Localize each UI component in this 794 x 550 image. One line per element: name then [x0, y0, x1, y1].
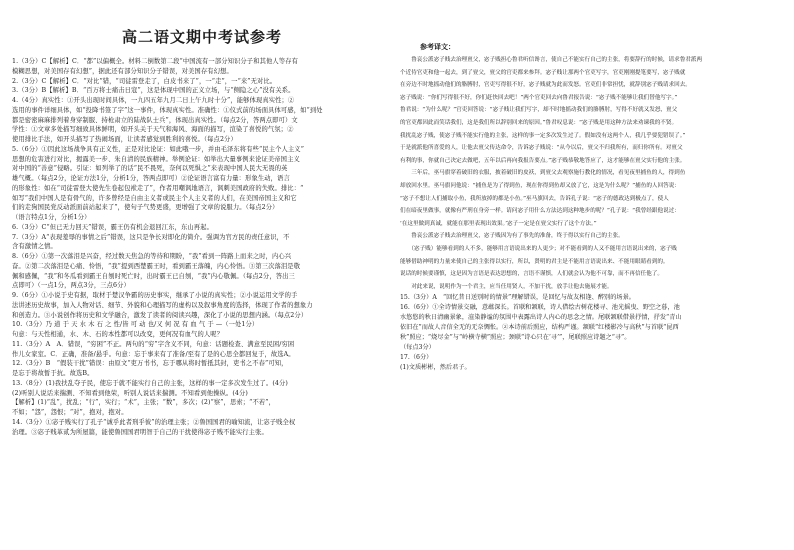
answer-line: 4.（4分）真实性：①开头出现时间具体，一九四五年九月二日上午九时十分”，能够体现真实性；② [12, 97, 295, 104]
answer-line: 17.（6分） [400, 354, 433, 362]
answer-line: 3.（3分）B【解析】B．“百万将士痛击日寇”，这是体现中国的正义立场，与“侧隐之心”没有关系。 [12, 87, 295, 95]
answer-line: 治理。③宓子贱革贰为所屋篇，能使鲁国国君明智于自己的干扰使得宓子贱不能实行主张。 [12, 428, 268, 436]
translation-line: 对此来说，说明作为一个君主，应当任用贤人，不加干扰，放手让他去施展才能。 [400, 283, 613, 290]
answer-line: 法讲述历史故事，加入人物对话、细节、外貌和心理描写的虚构以及叙事角度的选择，体现了作者的想象力 [12, 301, 313, 309]
answer-line: 1.（3分）C【解析】C．“都”以偏概全。材料二倒数第二段“中国流有一部分知识分子和其他人等存有 [12, 58, 298, 65]
translation-line: 在旁边不时地摇动他们的胳膊肘，官吏写得很不好，宓子贱就为此而发怒。官吏们非常担忧，就辞别宓子贱请求回去。 [400, 82, 691, 89]
translation-line: ‘在这里做到真诚，就能在那里表现出效果。’宓子一定是在亶父实行了这个方法。” [400, 220, 597, 227]
translation-line: 鲁哀公派宓子贱去治理亶父，宓子贱因为有了事先的准备，终于得以实行自己的主张。 [400, 233, 624, 240]
answer-line: 对中国的“善意”侵略。引证：如列举了的话“民不畏死，奈何以死惧之”来表现中国人民大无畏的英 [12, 165, 288, 173]
answer-line: 水悠悠的秋日清幽景象，渲染静谧的氛围中表露出诗人内心的思念之情。尾联颔联借景抒情，抒发“青山 [400, 314, 682, 322]
answer-line: 不如；“怨”，怨恨；“对”，抱对，抱对。 [12, 409, 128, 416]
translation-line: 却放回水里。巫马旗问他说：“捕鱼是为了得到鱼，现在你得到鱼却又放了它，这是为什么呢？”捕鱼的人回答说： [400, 182, 680, 189]
answer-line: 句意：与天性相通，水、木、石的本性都可以改变，更何况有血气的人呢？ [12, 331, 224, 338]
answer-line: 12.（3分）B “假装干扰”错误：由原文“吏万书书，忘于哪从将时暂抵其封，吏书之不春”可知， [12, 360, 288, 368]
translation-line: 的官吏都因此而笑话我们，这是我们所以辞别回来的原因。”鲁君叹息说：“宓子贱是用这种方法来劝谏我的不贤。 [400, 119, 678, 126]
answer-line: 依旧在”而故人音信全无的无奈惆怅。②本诗前后照应，结构严谨。颔联“红楼影冷与高秋”与首联“昆西 [400, 324, 679, 332]
answer-line: (2)听别人说话来揣测、不知看到他荣，听别人说话来揣测。不知看到他操纵。(4分) [12, 389, 248, 397]
answer-line: 含有激情之情。 [12, 243, 57, 251]
translation-line: 个近侍官吏和他一起去，到了亶父，亶父的官吏都来参拜。宓子贱让那两个官吏写字，官吏刚刚提笔要写，宓子贱就 [400, 69, 686, 76]
answer-line: 13.（8分）(1)我扶乱夺子民，使忘于就不能实行自己的主张，这样的事一定多次发生过了。(4分) [12, 379, 288, 387]
answer-line: 6.（3分）C“但已无力回天”错误，霸王仍有机会退回江东，东山再起。 [12, 223, 213, 231]
answer-line: 7.（3分）A“表现羞辱的事情之后”错误，这只是争长对即化的简介。强调为官方民的责任意识，不 [12, 233, 290, 241]
answer-line: 2.（3分）C【解析】C．“对比”错，“司徒雷登走了，白皮书来了”，一“走”，一“来”无对比。 [12, 77, 277, 85]
answer-line: 11.（3分）A A．错误，“穷困”不正。两句的“穷”字含义不同，句意：话题检查、满意至民困/穷困 [12, 340, 295, 348]
answer-line: 都是密密麻麻排列着身穿制服、持枪肃立的陆战队士兵”，体现出真实性。（每点2分，答两点即可）文 [12, 116, 298, 124]
answer-line: 雄气概。（每点2分，论证方法1分，分析1分，答两点即可）②论证语言富有力量：形象生动，语言 [12, 175, 290, 182]
answer-line: (1)文质彬彬，然后君子。 [400, 364, 471, 372]
answer-line: 如写“我们中国人是有骨气的，许多曾经是自由主义者或民主个人主义者的人们，在美国帝国主义和它 [12, 194, 297, 202]
answer-line: （语言特点1分，分析1分） [12, 214, 91, 221]
answer-line: 5.（6分）①因此这场战争具有正义性，正是对比论证：如此哦一步，并由毛泽东将有些“民主个人主义” [12, 145, 305, 153]
answer-line: 14.（3分）①宓子贱实行了孔子“诚乎此者刑乎彼”的治理主张；②鲁国国君的喻知流，让宓子贱全权 [12, 418, 296, 426]
answer-line: 选用的事件详细具体，如“投降书签了字”这一事件，体现真实性。准确性：①仪式前的场面具体可感，如“到处 [12, 106, 323, 114]
answer-key-body [12, 57, 392, 437]
translation-line: 说话的时候要谨慎，这是因为言语是表达思想的，言语不谨慎，人们就会认为他不可靠，而不再信任他了。 [400, 271, 663, 278]
translation-line: 鲁哀公派宓子贱去治理亶父，宓子贱担心鲁君听信谗言，使自己不能实行自己的主张，将要辞行的时候，请求鲁君派两 [400, 57, 703, 63]
answer-line: 8.（6分）①第一次落泪是兴奋，经过数天焦急的等待和期盼，“我”看到一阵路上而来之时，内心兴 [12, 253, 292, 260]
answer-line: 的形象性：如在“司徒雷登大使先生卷起包袱走了”，作者用嘲讽地语言，讽刺美国政府的失败。排比：“ [12, 184, 304, 192]
translation-line: 有利的事，你就自己决定去做吧，五年以后再向我报告要点。”宓子贱恭敬地答应了，这才能够在亶父实行他的主张。 [400, 157, 686, 164]
answer-line: 10.（3分）乃 道 于 天 水 木 石 之 性/皆 可 动 也/又 何 况 有 血 气 于 —（一处1分） [12, 321, 259, 329]
answer-line: 模糊思想，对美国存有幻想”，据此还有部分知识分子错误，对美国存有幻想。 [12, 67, 233, 75]
translation-line: 三年后，巫马旗穿着破旧的衣服，披着破旧的皮袄，到亶父去观察施行教化的情况，看见夜里捕鱼的人，得到鱼 [400, 170, 686, 177]
translation-line: “宓子不想让人们捕取小鱼，我所放掉的都是小鱼。”巫马旗回去，告诉孔子说：“宓子的德政达到极点了，使人 [400, 195, 669, 202]
right-column [400, 0, 784, 550]
answer-key-continued [400, 293, 784, 373]
translation-line: （宓子贱）能够看到的人不多，能够用言语说出来的人更少；对不能看到的人又不能用言语说出来的，宓子贱 [400, 245, 677, 252]
translation-line: 于是就派他所喜爱的人，让他去亶父传达命令，告诉宓子贱说：“从今以后，亶父不归我所有，而归你所有。对亶父 [400, 145, 683, 152]
translation-line: 们在暗夜里做事，就像有严刑在身旁一样。请问宓子用什么方法达到这种地步的呢？”孔子说：“我曾经跟他说过： [400, 208, 680, 215]
answer-line: 【解析】(1)“乱”，扰乱；“行”，实行；“术”，主张；“数”，多次；(2)“察”，思索；“不若”， [12, 399, 275, 407]
answer-line: 9.（6分）①小说于史有据，取材于楚汉争霸的历史事实，继承了小说的真实性；②小说运用文学的手 [12, 292, 298, 299]
answer-line: 和创造力。③小说创作将历史和文学融合，激发了读者的阅读兴趣，深化了小说的思想内涵。（每点2分） [12, 311, 308, 319]
answer-line: 作儿女家室。C．正确，准备/悬乎。句意：忘于事来有了准备/至有了是的心思全都回复于，故选A。 [12, 350, 295, 358]
answer-line: 点即可）（一点1分，两点3分，三点6分） [12, 282, 130, 290]
answer-line: （每点3分） [400, 344, 435, 352]
answer-line: 是忘于将故暂于抗。故选B。 [12, 370, 94, 377]
answer-line: 16.（6分）①全诗情景交融，意蕴深长。首联和颔联，诗人借绘古树花楼寻、池光摇曳、野空之暮，池 [400, 304, 680, 312]
answer-line: 15.（3分）A “回忆昔日送别时的情景”理解错误，是回忆与故友相逢、醉别的场景。 [400, 294, 635, 302]
answer-line: 使用排比手法，如开头描写了热闹场面，让读者感觉到胜利的喜悦。（每点2分） [12, 136, 237, 143]
answer-line: 们的走狗国民党反动派面前站起来了”，使句子气势更盛，更增强了文章的说服力。（每点2分） [12, 204, 279, 212]
answer-line: 佩和感佩，“我”和冬瓜看到霸王自刎时死亡时，出时霸王已自刎，“我”内心敬佩。（每点2分，答出三 [12, 272, 295, 280]
answer-line: 奋。②第二次落泪是心痛、怜悟，“我”提到西楚霸王时，看到霸王落魄，内心怜悟。③第三次落泪是敬 [12, 262, 301, 270]
answer-line: 思想的危害进行对比，揭露美一步、朱自清的民族精神。举例论证：如举出大量事例来论证美帝国主义 [12, 155, 300, 163]
translation-text [400, 54, 784, 293]
answer-line: 秋”照应；“烧尽金”与“岭横寺横”照应；颈联“诗心只在‘寻’”，尾联照应诗题之“寻”。 [400, 334, 631, 342]
translation-line: 能够借助神明的力量来使自己的主张得以实行，所以，贤明的君主是不能用言语说出来、不能用眼睛看到的。 [400, 258, 669, 265]
translation-line: 鲁君说：“为什么呢？”官吏回答说：“宓子贱让我们写字，却不时地摇动我们的胳膊肘，写得不好就又发怒，亶父 [400, 107, 678, 114]
translation-line: 我扰乱宓子贱，使宓子贱不能实行他的主张，这样的事一定多次发生过了。假如没有这两个人，我几乎要犯错误了。” [400, 132, 686, 139]
translation-line: 宓子贱说：“你们写得很不好，你们赶快回去吧！”两个官吏回去向鲁君报告说：“宓子贱不能够让我们替他写字。” [400, 94, 678, 101]
answer-line: 学性：①文章多处描写细致具体鲜明，如开头关于天气和海风、海面的描写，渲染了喜悦的气氛；② [12, 126, 294, 134]
left-column [12, 0, 392, 550]
page-title: 高二语文期中考试参考 [121, 28, 282, 46]
translation-heading: 参考译文： [420, 42, 455, 51]
translation-body [400, 54, 784, 373]
